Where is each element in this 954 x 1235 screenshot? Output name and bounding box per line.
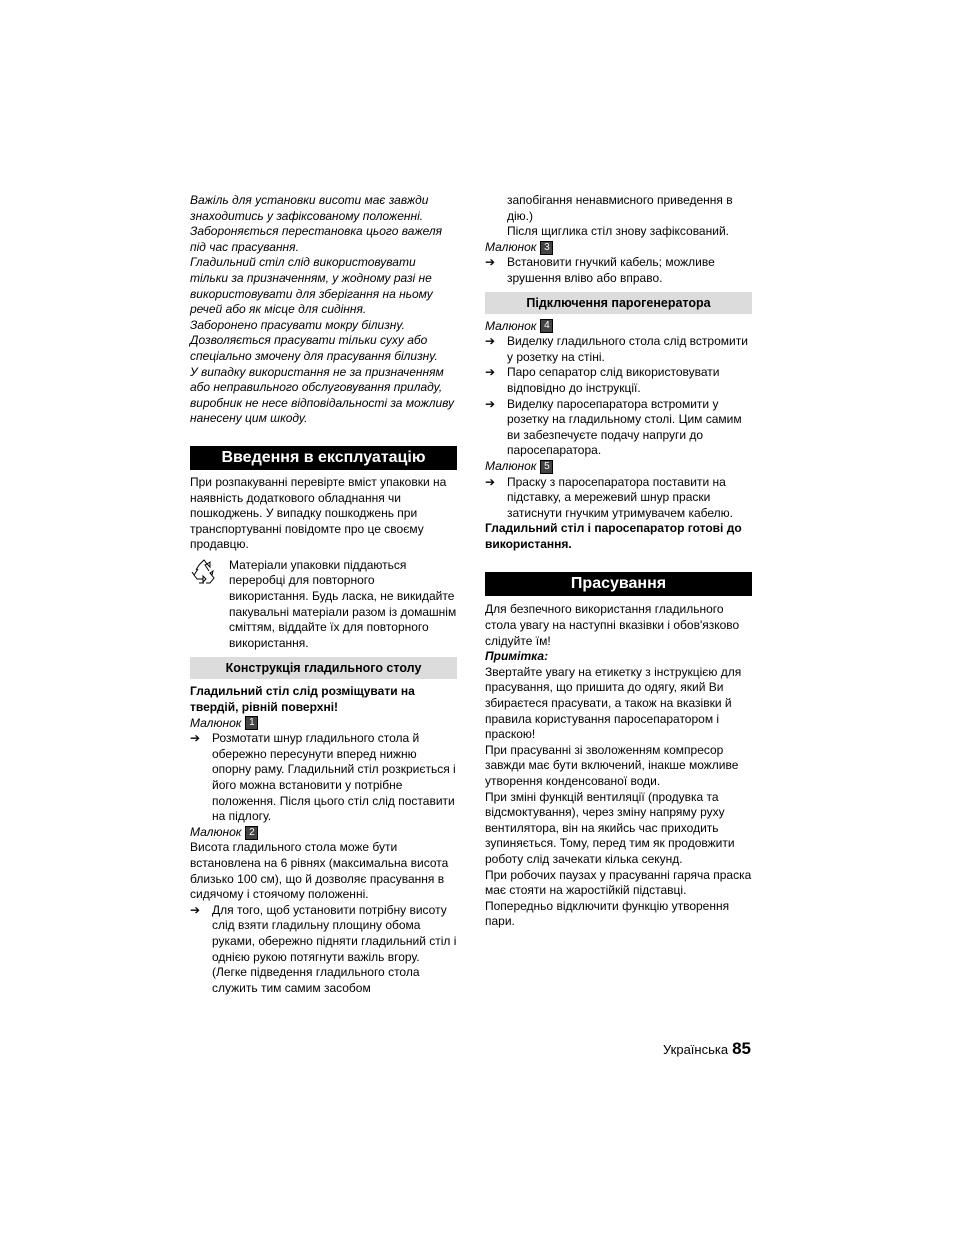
figure-label: Малюнок — [190, 715, 242, 730]
arrow-right-icon: ➔ — [485, 365, 496, 380]
figure-number-4: 4 — [540, 319, 553, 333]
page-footer — [663, 1039, 751, 1060]
figure-2-ref — [190, 825, 457, 841]
bullet-set-height — [190, 903, 457, 997]
figure-label: Малюнок — [485, 239, 537, 254]
note-paragraph-1: Звертайте увагу на етикетку з інструкцією для прасування, що пришита до одягу, який Ви збираєтеся прасувати, а також на вказівки й правила користування паросепаратором і праскою! — [485, 664, 742, 742]
figure-label: Малюнок — [485, 318, 537, 333]
ready-statement: Гладильний стіл і паросепаратор готові до використання. — [485, 521, 742, 551]
bullet-text: Паро сепаратор слід використовувати відповідно до інструкції. — [507, 365, 720, 395]
figure-4-ref — [485, 319, 752, 335]
arrow-right-icon: ➔ — [485, 255, 496, 270]
bullet-text: Виделку гладильного стола слід встромити у розетку на стіні. — [507, 334, 748, 364]
heading-start-up: Введення в експлуатацію — [190, 446, 457, 470]
note-paragraph-4: При робочих паузах у прасуванні гаряча праска має стояти на жаростійкій підставці. — [485, 867, 752, 898]
right-column — [485, 193, 752, 930]
bullet-text: Для того, щоб установити потрібну висоту слід взяти гладильну площину обома руками, обережно підняти гладильний стіл і однією рукою потягнути важіль вгору. (Легке підведення гладильного стола служить тим самим засобом — [212, 902, 457, 995]
intro-paragraph-6: У випадку використання не за призначенням або неправильного обслуговування приладу, виробник не несе відповідальності за можливу нанесену цим шкоду. — [190, 364, 455, 426]
start-up-text: При розпакуванні перевірте вміст упаковки на наявність додаткового обладнання чи пошкоджень. У випадку пошкоджень при транспортуванні повідомте про це своєму продавцю. — [190, 474, 447, 552]
intro-paragraph-3: Гладильний стіл слід використовувати тільки за призначенням, у жодному разі не використовувати для зберігання на ньому речей або як місце для сидіння. — [190, 255, 433, 317]
recycle-text: Матеріали упаковки піддаються переробці для повторного використання. Будь ласка, не викидайте пакувальні матеріали разом із домашнім сміттям, віддайте їх для повторного використання. — [229, 557, 457, 650]
figure-label: Малюнок — [190, 824, 242, 839]
figure-number-5: 5 — [540, 460, 553, 474]
arrow-right-icon: ➔ — [190, 731, 201, 746]
bullet-plug-wall — [485, 334, 752, 365]
note-paragraph-2: При прасуванні зі зволоженням компресор завжди має бути включений, інакше можливе утворення конденсованої води. — [485, 742, 739, 788]
page-number: 85 — [732, 1039, 751, 1058]
figure-5-ref — [485, 459, 752, 475]
recycle-note — [190, 558, 457, 652]
bullet-use-separator — [485, 365, 752, 396]
footer-language: Українська — [662, 1042, 729, 1057]
bullet-flexible-cable — [485, 255, 752, 286]
intro-paragraph-4: Заборонено прасувати мокру білизну. — [190, 317, 405, 332]
arrow-right-icon: ➔ — [485, 396, 496, 411]
figure-number-3: 3 — [540, 241, 553, 255]
figure-1-ref — [190, 716, 457, 732]
intro-paragraph-2: Забороняється перестановка цього важеля під час прасування. — [190, 224, 443, 254]
figure-number-2: 2 — [245, 826, 258, 840]
bullet-text: Розмотати шнур гладильного стола й обережно пересунути вперед нижню опорну раму. Гладильний стіл розкриється і його можна встановити у потрібне положення. Після цього стіл слід поставити на підлогу. — [212, 731, 456, 824]
note-label: Примітка: — [485, 649, 549, 664]
heading-construction: Конструкція гладильного столу — [190, 657, 457, 679]
intro-paragraph-1: Важіль для установки висоти має завжди знаходитись у зафіксованому положенні. — [190, 193, 429, 223]
arrow-right-icon: ➔ — [485, 334, 496, 349]
bullet-text: Виделку паросепаратора встромити у розетку на гладильному столі. Цим самим ви забезпечуєте подачу напруги до паросепаратора. — [507, 396, 742, 458]
intro-paragraph-5: Дозволяється прасувати тільки суху або спеціально змочену для прасування білизну. — [190, 333, 438, 363]
continuation-text: запобігання ненавмисного приведення в дію.) — [507, 193, 733, 223]
note-paragraph-3: При зміні функцій вентиляції (продувка та відсмоктування), через зміну напряму руху вентилятора, він на якийсь час приходить зупиняється. Тому, перед тим як продовжити роботу слід зачекати кілька секунд. — [485, 789, 735, 866]
height-text: Висота гладильного стола може бути встановлена на 6 рівнях (максимальна висота близько 100 см), що й дозволяє прасування в сидячому і стоячому положенні. — [190, 840, 449, 902]
arrow-right-icon: ➔ — [190, 902, 201, 917]
bullet-unwind-cord — [190, 731, 457, 825]
bullet-iron-stand — [485, 475, 752, 522]
note-paragraph-5: Попередньо відключити функцію утворення пари. — [485, 898, 730, 929]
bullet-plug-separator — [485, 397, 752, 459]
heading-steam-generator: Підключення парогенератора — [485, 292, 752, 314]
arrow-right-icon: ➔ — [485, 474, 496, 489]
figure-3-ref — [485, 240, 752, 256]
bullet-text: Праску з паросепаратора поставити на підставку, а мережевий шнур праски затиснути гнучким утримувачем кабелю. — [507, 474, 734, 520]
recycle-icon — [190, 558, 218, 586]
bullet-text: Встановити гнучкий кабель; можливе зрушення вліво або вправо. — [507, 255, 715, 285]
construction-warning: Гладильний стіл слід розміщувати на твердій, рівній поверхні! — [190, 684, 415, 715]
figure-number-1: 1 — [245, 716, 258, 730]
left-column — [190, 193, 457, 996]
heading-ironing: Прасування — [485, 572, 752, 596]
after-click-text: Після щиглика стіл знову зафіксований. — [507, 224, 729, 239]
figure-label: Малюнок — [485, 458, 537, 473]
ironing-text: Для безпечного використання гладильного стола увагу на наступні вказівки і обов'язково слідуйте їм! — [485, 602, 740, 648]
